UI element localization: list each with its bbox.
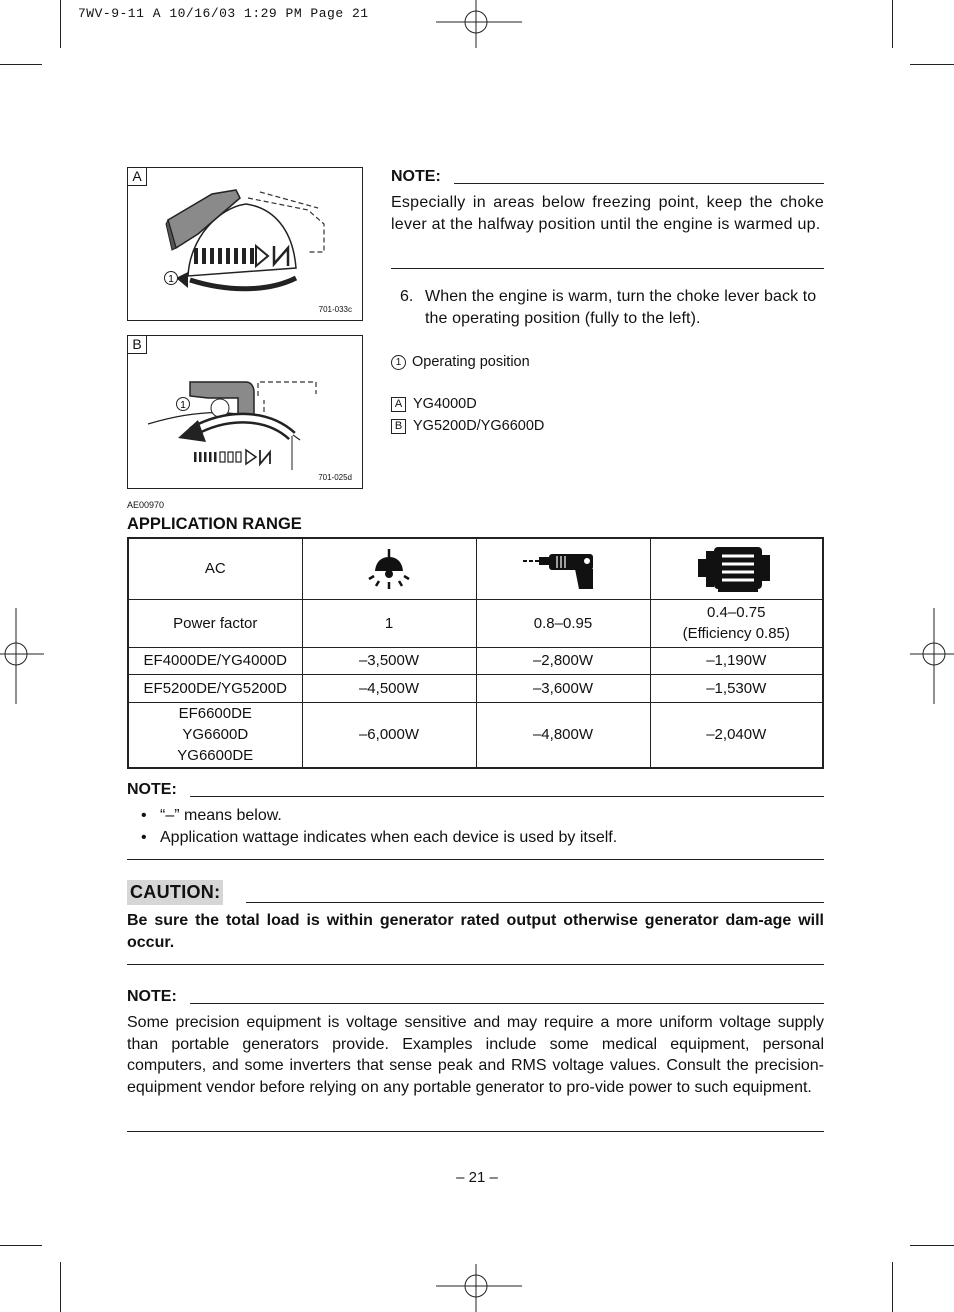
model-label: YG5200D/YG6600D — [413, 418, 545, 434]
note-heading: NOTE: — [127, 781, 177, 798]
table-cell: 0.8–0.95 — [476, 599, 650, 647]
note-rule — [391, 268, 824, 269]
application-range-table — [127, 537, 824, 769]
table-row — [128, 702, 823, 768]
step-number: 6. — [400, 288, 414, 305]
ac-label: AC — [128, 538, 302, 599]
print-slug: 7WV-9-11 A 10/16/03 1:29 PM Page 21 — [78, 6, 369, 21]
registration-mark-left — [0, 608, 44, 704]
motor-icon — [696, 545, 776, 593]
list-item: • “–” means below. — [127, 805, 824, 827]
model-label: YG4000D — [413, 396, 477, 412]
note-rule — [454, 183, 824, 184]
choke-lever-illustration — [128, 336, 362, 488]
registration-mark-top — [432, 0, 524, 48]
callout-label: Operating position — [412, 354, 530, 370]
note-rule — [190, 1003, 824, 1004]
list-item: • Application wattage indicates when each device is used by itself. — [127, 827, 824, 849]
table-cell: –1,530W — [650, 674, 823, 702]
lamp-icon — [364, 547, 414, 591]
figure-letter: A — [127, 167, 147, 186]
table-cell: –2,800W — [476, 647, 650, 674]
table-row — [128, 647, 823, 674]
table-row — [128, 674, 823, 702]
note-bullets — [127, 805, 824, 849]
figure-a — [127, 167, 363, 321]
figure-b — [127, 335, 363, 489]
choke-lever-illustration — [128, 168, 362, 320]
page-number: – 21 – — [456, 1169, 498, 1186]
table-cell: –3,600W — [476, 674, 650, 702]
registration-mark-bottom — [432, 1264, 524, 1312]
row-label: Power factor — [128, 599, 302, 647]
step-text: When the engine is warm, turn the choke lever back to the operating position (fully to the left). — [425, 288, 817, 327]
callout-number: 1 — [391, 355, 406, 370]
figure-code: 701-025d — [318, 473, 352, 482]
table-cell: 1 — [302, 599, 476, 647]
note-rule — [127, 859, 824, 860]
table-cell: –4,500W — [302, 674, 476, 702]
table-cell: –1,190W — [650, 647, 823, 674]
note-heading: NOTE: — [391, 168, 441, 185]
figure-code: 701-033c — [318, 305, 352, 314]
model-letter: B — [391, 419, 406, 434]
caution-heading: CAUTION: — [127, 880, 223, 905]
row-label: EF5200DE/YG5200D — [128, 674, 302, 702]
caution-rule — [127, 964, 824, 965]
note-heading: NOTE: — [127, 988, 177, 1005]
legend-model-a — [391, 396, 477, 412]
drill-icon — [521, 547, 605, 591]
table-row — [128, 599, 823, 647]
note-rule — [190, 796, 824, 797]
table-cell: 0.4–0.75 (Efficiency 0.85) — [650, 599, 823, 647]
note-rule — [127, 1131, 824, 1132]
callout-number: 1 — [168, 274, 174, 285]
caution-rule — [246, 902, 824, 903]
table-cell: –4,800W — [476, 702, 650, 768]
row-label: EF6600DE YG6600D YG6600DE — [128, 702, 302, 768]
figure-letter: B — [127, 335, 147, 354]
legend-callout — [391, 354, 530, 370]
note-text: Some precision equipment is voltage sensitive and may require a more uniform voltage supply than portable generators provide. Examples include some medical equipment, personal computers, and some inverters that sense peak and RMS voltage values. Consult the precision-equipment vendor before relying on any portable generator to pro-vide power to such equipment. — [127, 1014, 824, 1097]
table-cell: –6,000W — [302, 702, 476, 768]
table-cell: –3,500W — [302, 647, 476, 674]
table-cell: –2,040W — [650, 702, 823, 768]
section-code: AE00970 — [127, 500, 165, 510]
table-header-row — [128, 538, 823, 599]
caution-text: Be sure the total load is within generator rated output otherwise generator dam-age will occur. — [127, 912, 824, 951]
legend-model-b — [391, 418, 544, 434]
row-label: EF4000DE/YG4000D — [128, 647, 302, 674]
callout-number: 1 — [180, 400, 186, 411]
registration-mark-right — [910, 608, 954, 704]
note-text: Especially in areas below freezing point, keep the choke lever at the halfway position until the engine is warmed up. — [391, 194, 824, 233]
model-letter: A — [391, 397, 406, 412]
section-title: APPLICATION RANGE — [127, 515, 302, 533]
